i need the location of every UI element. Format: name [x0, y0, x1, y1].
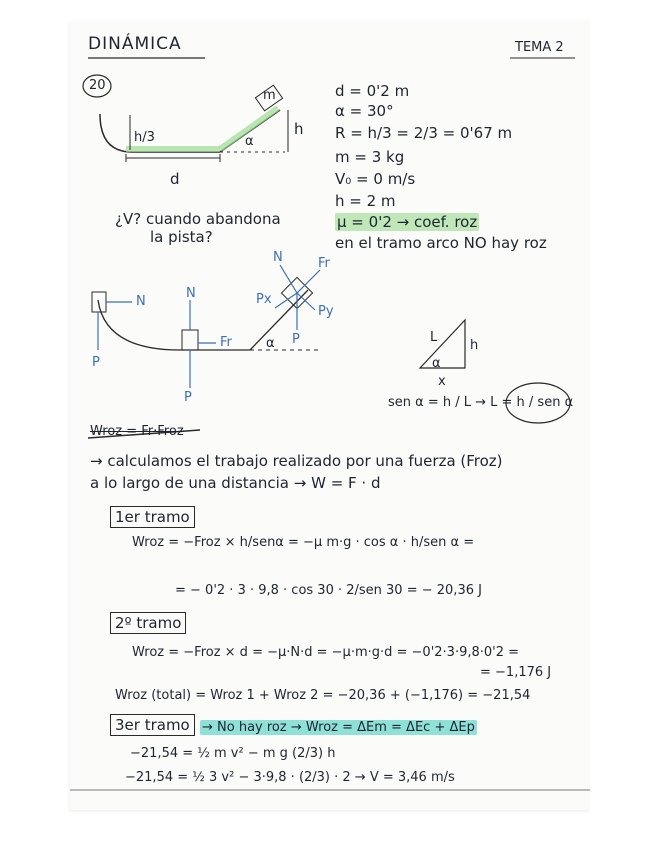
- tri-L: L: [430, 330, 438, 345]
- force-Py: Py: [318, 304, 334, 319]
- section2-title: 2º tramo: [110, 612, 186, 634]
- force-Fr-2: Fr: [220, 335, 232, 350]
- label-alpha: α: [245, 134, 254, 149]
- data-m: m = 3 kg: [335, 148, 405, 166]
- force-N-3: N: [273, 250, 283, 265]
- tri-formula: sen α = h / L → L = h / sen α: [388, 395, 574, 410]
- force-Px: Px: [256, 292, 272, 307]
- section1-eq1: Wroz = −Froz × h/senα = −μ m·g · cos α · h/sen α =: [132, 535, 475, 550]
- data-v0: V₀ = 0 m/s: [335, 170, 416, 188]
- section1-title: 1er tramo: [110, 506, 195, 528]
- section2-eq2: = −1,176 J: [480, 665, 552, 680]
- section2-eq1: Wroz = −Froz × d = −μ·N·d = −μ·m·g·d = −0'2·3·9,8·0'2 =: [132, 645, 520, 660]
- data-R: R = h/3 = 2/3 = 0'67 m: [335, 124, 513, 142]
- tri-x: x: [438, 374, 446, 389]
- tri-alpha: α: [432, 356, 441, 371]
- question-line2: la pista?: [150, 228, 213, 246]
- text-line-2: a lo largo de una distancia → W = F · d: [90, 474, 381, 492]
- section3-title: 3er tramo: [110, 714, 195, 736]
- force-P-2: P: [184, 390, 192, 405]
- force-Fr-3: Fr: [318, 256, 330, 271]
- section1-eq2: = − 0'2 · 3 · 9,8 · cos 30 · 2/sen 30 = − 20,36 J: [175, 583, 482, 598]
- section3-eq1: → No hay roz → Wroz = ΔEm = ΔEc + ΔEp: [202, 720, 475, 735]
- section3-eq3: −21,54 = ½ 3 v² − 3·9,8 · (2/3) · 2 → V = 3,46 m/s: [125, 770, 455, 785]
- label-m: m: [263, 88, 276, 103]
- problem-number: 20: [89, 78, 106, 93]
- label-h3: h/3: [134, 130, 155, 145]
- data-alpha: α = 30°: [335, 102, 394, 120]
- force-P-1: P: [92, 355, 100, 370]
- crossed-text: Wroz = Fr·Froz: [90, 424, 184, 439]
- force-P-3: P: [292, 332, 300, 347]
- data-mu: μ = 0'2 → coef. roz: [337, 213, 478, 231]
- question-line1: ¿V? cuando abandona: [115, 210, 281, 228]
- label-h: h: [294, 120, 304, 138]
- data-h: h = 2 m: [335, 192, 396, 210]
- angle-alpha-2: α: [266, 336, 275, 351]
- page-title: DINÁMICA: [88, 34, 182, 54]
- tri-h: h: [470, 338, 479, 353]
- notebook-page: [70, 20, 590, 810]
- section2-eq3: Wroz (total) = Wroz 1 + Wroz 2 = −20,36 + (−1,176) = −21,54: [115, 688, 531, 703]
- text-line-1: → calculamos el trabajo realizado por una fuerza (Froz): [90, 452, 503, 470]
- theme-label: TEMA 2: [515, 40, 564, 55]
- label-d: d: [170, 170, 180, 188]
- force-N-1: N: [136, 294, 146, 309]
- section3-eq2: −21,54 = ½ m v² − m g (2/3) h: [130, 746, 336, 761]
- data-d: d = 0'2 m: [335, 82, 410, 100]
- force-N-2: N: [186, 286, 196, 301]
- data-arc-note: en el tramo arco NO hay roz: [335, 234, 547, 252]
